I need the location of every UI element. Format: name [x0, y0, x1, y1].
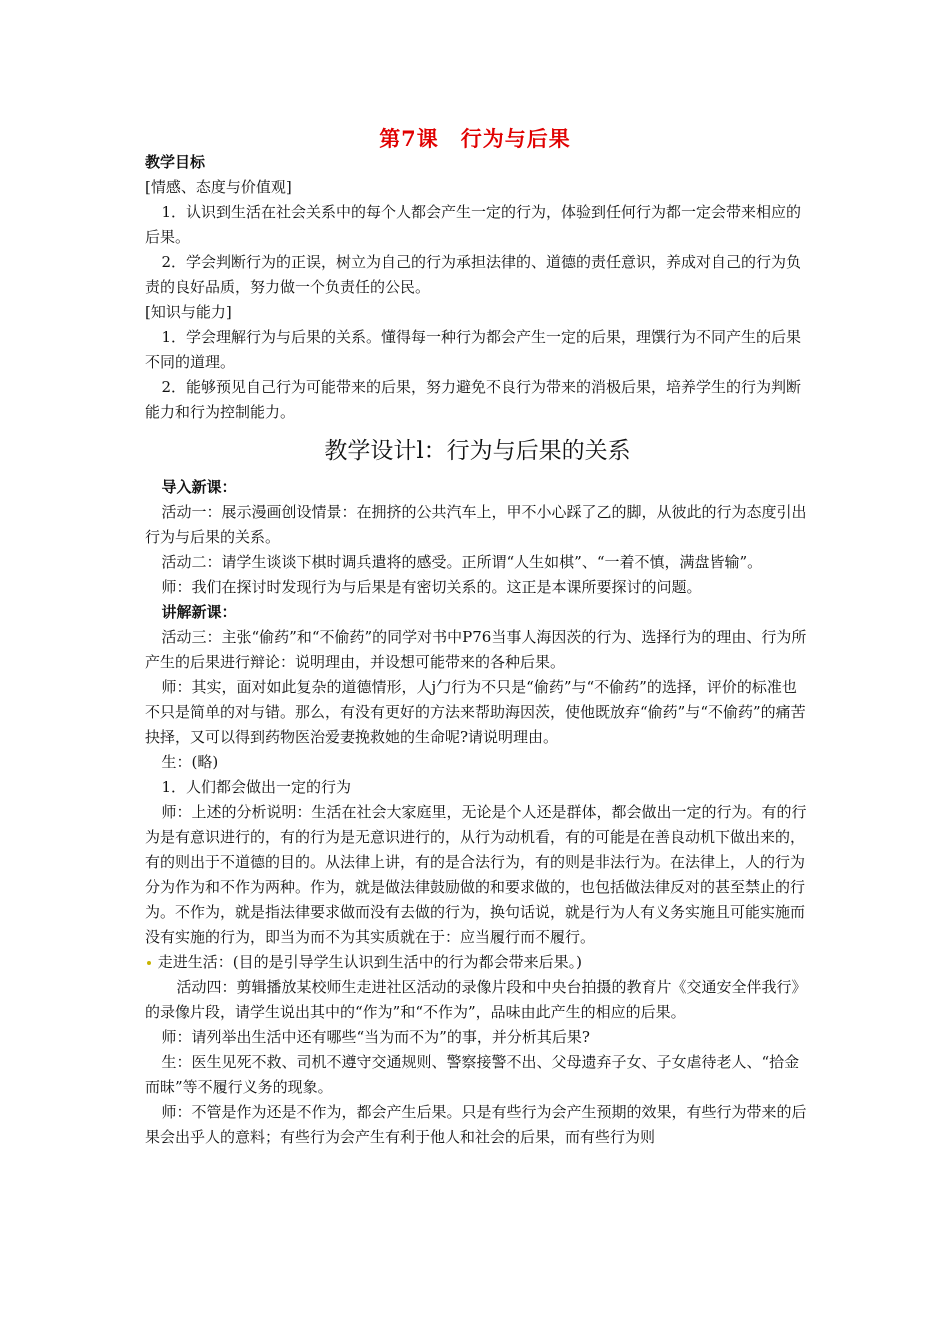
knowledge-item: 1．学会理解行为与后果的关系。懂得每一种行为都会产生一定的后果，理馔行为不同产生的后果不同的道理。: [145, 328, 802, 371]
lecture-paragraph: 师：其实，面对如此复杂的道德情形，人j勹行为不只是“偷药”与“不偷药”的选择，评价的标准也不只是简单的对与错。那么，有没有更好的方法来帮助海因茨，使他既放弃“偷药”与“不偷药”的痛苦抉择，又可以得到药物医治爱妻挽救她的生命呢?请说明理由。: [145, 678, 806, 746]
activity4-paragraph: 活动四：剪辑播放某校师生走进社区活动的录像片段和中央台拍摄的教育片《交通安全伴我行》的录像片段，请学生说出其中的“作为”和“不作为”，品味由此产生的相应的后果。: [145, 978, 807, 1021]
intro-paragraph: 活动一：展示漫画创设情景：在拥挤的公共汽车上，甲不小心踩了乙的脚，从彼此的行为态度引出行为与后果的关系。: [145, 503, 807, 546]
knowledge-heading: [知识与能力]: [145, 303, 232, 321]
emotion-item: 1．认识到生活在社会关系中的每个人都会产生一定的行为，体验到任何行为都一定会带来相应的后果。: [145, 203, 802, 246]
intro-paragraph: 活动二：请学生谈谈下棋时调兵遣将的感受。正所谓“人生如棋”、“一着不慎，满盘皆输”。: [161, 553, 763, 571]
design-title: 教学设计l：行为与后果的关系: [324, 438, 631, 464]
closing-paragraph: 师：请列举出生活中还有哪些“当为而不为”的事，并分析其后果?: [161, 1028, 590, 1046]
emotion-heading: [情感、态度与价值观]: [145, 178, 292, 196]
emotion-item: 2．学会判断行为的正误，树立为自己的行为承担法律的、道德的责任意识，养成对自己的行为负责的良好品质，努力做一个负责任的公民。: [145, 253, 802, 296]
lecture-paragraph: 活动三：主张“偷药”和“不偷药”的同学对书中P76当事人海因茨的行为、选择行为的理由、行为所产生的后果进行辩论：说明理由，并设想可能带来的各种后果。: [145, 628, 807, 671]
document-body: [145, 150, 810, 1150]
knowledge-item: 2．能够预见自己行为可能带来的后果，努力避免不良行为带来的消极后果，培养学生的行为判断能力和行为控制能力。: [145, 378, 802, 421]
lecture-paragraph: 生：(略): [161, 753, 219, 771]
objectives-heading: 教学目标: [145, 153, 206, 171]
lecture-paragraph: 师：上述的分析说明：生活在社会大家庭里，无论是个人还是群体，都会做出一定的行为。有的行为是有意识进行的，有的行为是无意识进行的，从行为动机看，有的可能是在善良动机下做出来的，有的则出于不道德的目的。从法律上讲，有的是合法行为，有的则是非法行为。在法律上，人的行为分为作为和不作为两种。作为，就是做法律鼓励做的和要求做的，也包括做法律反对的甚至禁止的行为。不作为，就是指法律要求做而没有去做的行为，换句话说，就是行为人有义务实施且可能实施而没有实施的行为，即当为而不为其实质就在于：应当履行而不履行。: [145, 803, 807, 946]
lesson-title: 第7课 行为与后果: [379, 126, 571, 151]
lecture-paragraph: 1．人们都会做出一定的行为: [161, 778, 352, 796]
lecture-heading: 讲解新课：: [161, 603, 237, 621]
life-text: 走进生活：(目的是引导学生认识到生活中的行为都会带来后果。): [157, 953, 582, 971]
intro-paragraph: 师：我们在探讨时发现行为与后果是有密切关系的。这正是本课所要探讨的问题。: [161, 578, 702, 596]
intro-heading: 导入新课：: [161, 478, 237, 496]
closing-paragraph: 师：不管是作为还是不作为，都会产生后果。只是有些行为会产生预期的效果，有些行为带来的后果会出乎人的意料；有些行为会产生有利于他人和社会的后果，而有些行为则: [145, 1103, 807, 1146]
bullet-dot-icon: [147, 961, 151, 965]
life-paragraph: [145, 950, 810, 975]
closing-paragraph: 生：医生见死不救、司机不遵守交通规则、警察接警不出、父母遗弃子女、子女虐待老人、“拾金而昧”等不履行义务的现象。: [145, 1053, 800, 1096]
